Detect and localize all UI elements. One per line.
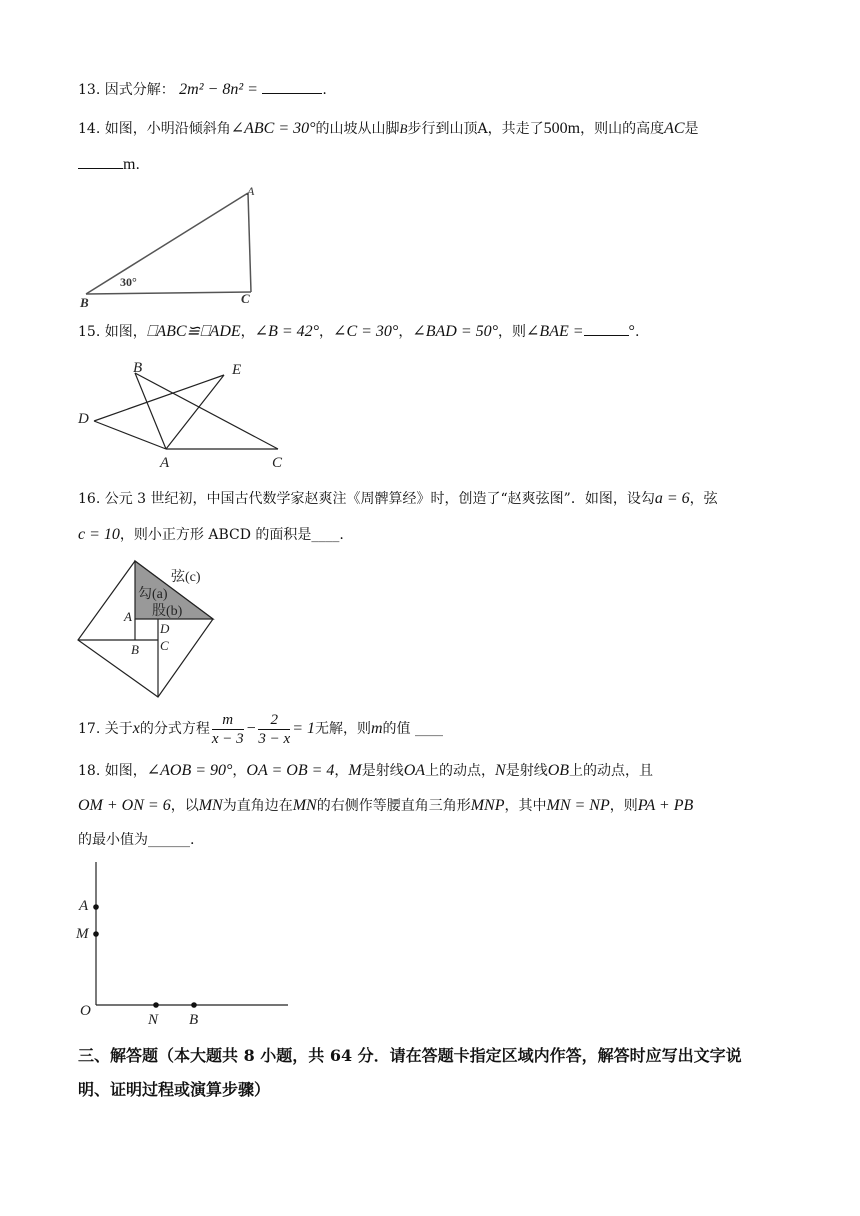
label-b: B: [80, 295, 89, 310]
question-16-line2: c = 10，则小正方形 ABCD 的面积是____.: [78, 526, 344, 543]
q18-axes-figure: [76, 858, 306, 1028]
fraction-2: $\frac{2}{3 - x}$: [258, 711, 291, 747]
question-17: 17. 关于x的分式方程 $\frac{m}{x - 3}$ − $\frac{2}{3 - x}$ = 1无解，则m的值 ____: [78, 711, 443, 747]
q14-slope-figure: [76, 183, 276, 313]
label-a: A: [247, 184, 255, 198]
label-a: A: [160, 455, 170, 471]
question-14-line2: m.: [78, 154, 140, 175]
zhao-shuang-figure: [76, 557, 256, 702]
answer-blank: [78, 154, 123, 169]
label-e: E: [232, 362, 242, 378]
label-gou: 勾(a): [138, 587, 168, 602]
q15-triangles-figure: [76, 357, 296, 472]
label-gu: 股(b): [152, 604, 183, 619]
label-c: C: [272, 455, 283, 471]
answer-blank: ____: [415, 721, 443, 737]
question-15: 15. 如图，⎕ABC≌⎕ADE，∠B = 42°，∠C = 30°，∠BAD = 50°，则∠BAE = °.: [78, 323, 640, 340]
fraction-1: $\frac{m}{x - 3}$: [211, 711, 244, 747]
answer-blank: [584, 321, 629, 336]
question-14: 14. 如图，小明沿倾斜角∠ABC = 30°的山坡从山脚B步行到山顶A，共走了500m，则山的高度AC是: [78, 120, 699, 137]
label-d: D: [78, 411, 89, 427]
label-b: B: [133, 360, 143, 376]
question-18-line3: 的最小值为______.: [78, 832, 195, 848]
question-18: 18. 如图，∠AOB = 90°，OA = OB = 4，M是射线OA上的动点，N是射线OB上的动点，且: [78, 762, 654, 779]
angle-label: 30°: [120, 275, 137, 289]
label-m: M: [76, 926, 89, 942]
question-13: 13. 因式分解： 2m² − 8n² = .: [78, 81, 327, 98]
label-c: C: [160, 638, 169, 653]
q13-expression: 2m² − 8n² =: [179, 81, 258, 98]
label-b: B: [131, 642, 139, 657]
label-c: C: [241, 291, 250, 306]
label-d: D: [160, 621, 170, 636]
section-3-heading: 三、解答题（本大题共 8 小题，共 64 分．请在答题卡指定区域内作答，解答时应写出文字说 明、证明过程或演算步骤）: [78, 1046, 742, 1099]
question-18-line2: OM + ON = 6，以MN为直角边在MN的右侧作等腰直角三角形MNP，其中MN = NP，则PA + PB: [78, 797, 694, 814]
label-a: A: [79, 898, 89, 914]
label-hypotenuse: 弦(c): [171, 570, 201, 585]
label-n: N: [148, 1012, 159, 1028]
label-o: O: [80, 1003, 91, 1019]
label-a: A: [124, 609, 132, 624]
label-b: B: [189, 1012, 199, 1028]
answer-blank: [262, 79, 322, 94]
question-16: 16. 公元 3 世纪初，中国古代数学家赵爽注《周髀算经》时，创造了“赵爽弦图”．如图，设勾a = 6，弦: [78, 490, 718, 507]
